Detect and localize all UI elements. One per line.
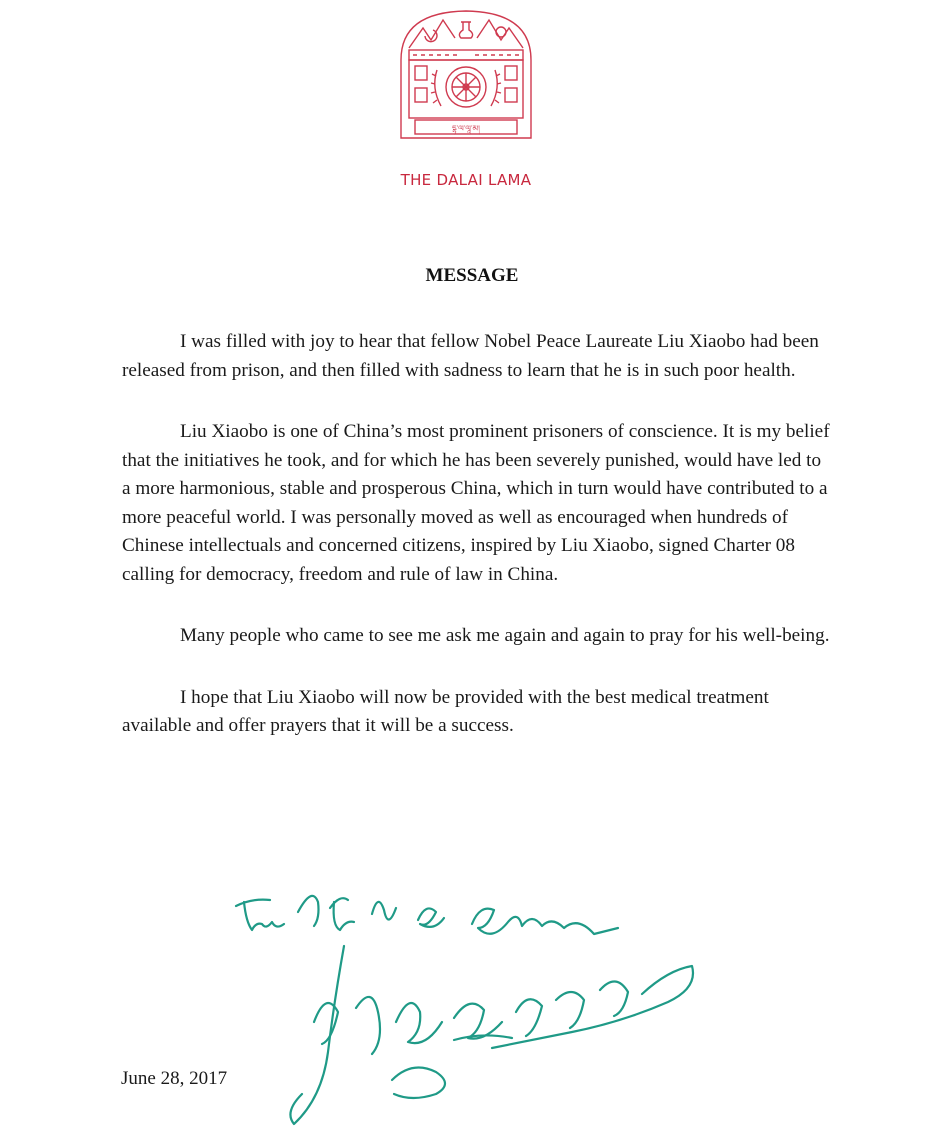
seal-script-text: དྷ་ལ་ལཱ་མ། (452, 124, 480, 133)
message-paragraph-4: I hope that Liu Xiaobo will now be provided with the best medical treatment available and offer prayers that it will be a success. (122, 686, 769, 736)
message-paragraph-3: Many people who came to see me ask me again and again to pray for his well-being. (180, 625, 830, 646)
message-body (122, 328, 834, 741)
message-paragraph-1: I was filled with joy to hear that fellow Nobel Peace Laureate Liu Xiaobo had been released from prison, and then filled with sadness to learn that he is in such poor health. (122, 331, 819, 381)
handwritten-signature (222, 872, 702, 1130)
message-heading: MESSAGE (425, 265, 519, 286)
dalai-lama-seal-logo (397, 8, 535, 142)
letterhead-name: THE DALAI LAMA (400, 171, 532, 189)
letter-date: June 28, 2017 (121, 1068, 228, 1089)
message-paragraph-2: Liu Xiaobo is one of China’s most prominent prisoners of conscience. It is my belief that the initiatives he took, and for which he has been severely punished, would have led to a more harmonious, stable and prosperous China, which in turn would have contributed to a more peaceful world. I was personally moved as well as encouraged when hundreds of Chinese intellectuals and concerned citizens, inspired by Liu Xiaobo, signed Charter 08 calling for democracy, freedom and rule of law in China. (122, 421, 830, 585)
